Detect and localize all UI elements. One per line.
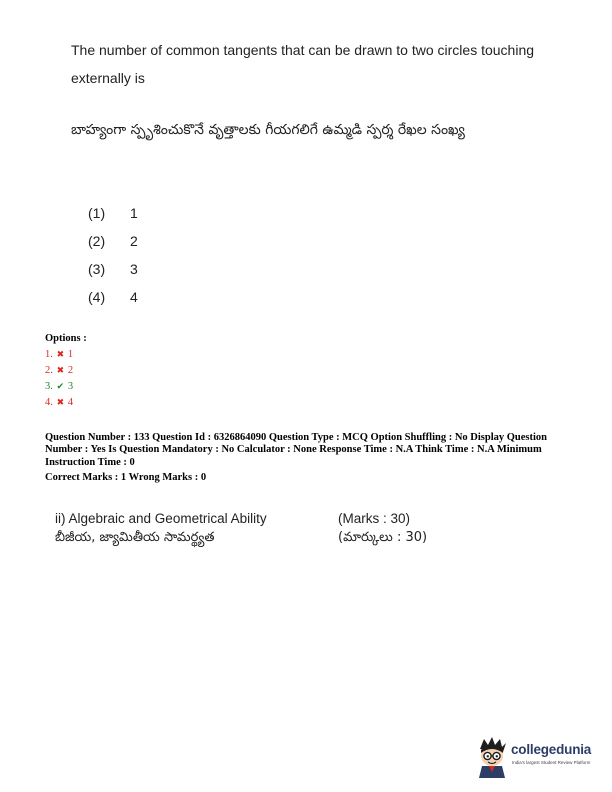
- choice-value: 1: [130, 205, 138, 221]
- logo-tagline: India's largest Student Review Platform: [512, 760, 591, 765]
- option-number: 1.: [45, 349, 53, 360]
- question-meta: Question Number : 133 Question Id : 6326864090 Question Type : MCQ Option Shuffling : No Display Question Number : Yes Is Question Mandatory : No Calculator : None Response Time : N.A Think Time : N.A Minimum Instruction Time : 0: [45, 432, 548, 468]
- logo-name: collegedunia: [511, 742, 592, 757]
- cross-icon: ✖: [56, 350, 65, 360]
- question-text: The number of common tangents that can be drawn to two circles touching externally is: [71, 42, 535, 86]
- marks-line: Correct Marks : 1 Wrong Marks : 0: [45, 472, 207, 483]
- cross-icon: ✖: [56, 366, 65, 376]
- collegedunia-logo: [474, 735, 604, 779]
- choice-value: 4: [130, 289, 138, 305]
- option-number: 4.: [45, 397, 53, 408]
- option-value: 2: [67, 365, 74, 376]
- choice-number: (3): [88, 261, 106, 277]
- choice-item: [88, 227, 138, 255]
- section-marks: (Marks : 30): [338, 511, 411, 526]
- option-value: 4: [67, 397, 74, 408]
- options-block: [45, 331, 87, 411]
- options-title: Options :: [45, 333, 87, 344]
- choice-item: [88, 199, 138, 227]
- check-icon: ✔: [56, 382, 65, 392]
- choice-item: [88, 255, 138, 283]
- section-title: ii) Algebraic and Geometrical Ability: [55, 511, 267, 526]
- mascot-icon: [474, 735, 510, 779]
- choice-number: (4): [88, 289, 106, 305]
- section-row-en: [55, 509, 455, 528]
- option-item: [45, 363, 87, 379]
- choice-number: (1): [88, 205, 106, 221]
- choice-number: (2): [88, 233, 106, 249]
- choice-item: [88, 283, 138, 311]
- choice-list: [88, 199, 138, 311]
- option-number: 2.: [45, 365, 53, 376]
- section-heading: [55, 509, 455, 547]
- option-item: [45, 379, 87, 395]
- option-number: 3.: [45, 381, 53, 392]
- cross-icon: ✖: [56, 398, 65, 408]
- section-row-te: [55, 528, 455, 547]
- choice-value: 3: [130, 261, 138, 277]
- question-text-telugu: బాహ్యంగా స్పృశించుకొనే వృత్తాలకు గీయగలిగే ఉమ్మడి స్పర్శ రేఖల సంఖ్య: [71, 122, 465, 138]
- section-title-telugu: బీజీయ, జ్యామితీయ సామర్థ్యత: [55, 530, 215, 545]
- option-value: 1: [67, 349, 74, 360]
- section-marks-telugu: (మార్కులు : 30): [338, 530, 428, 545]
- option-value: 3: [67, 381, 74, 392]
- option-item: [45, 395, 87, 411]
- option-item: [45, 347, 87, 363]
- choice-value: 2: [130, 233, 138, 249]
